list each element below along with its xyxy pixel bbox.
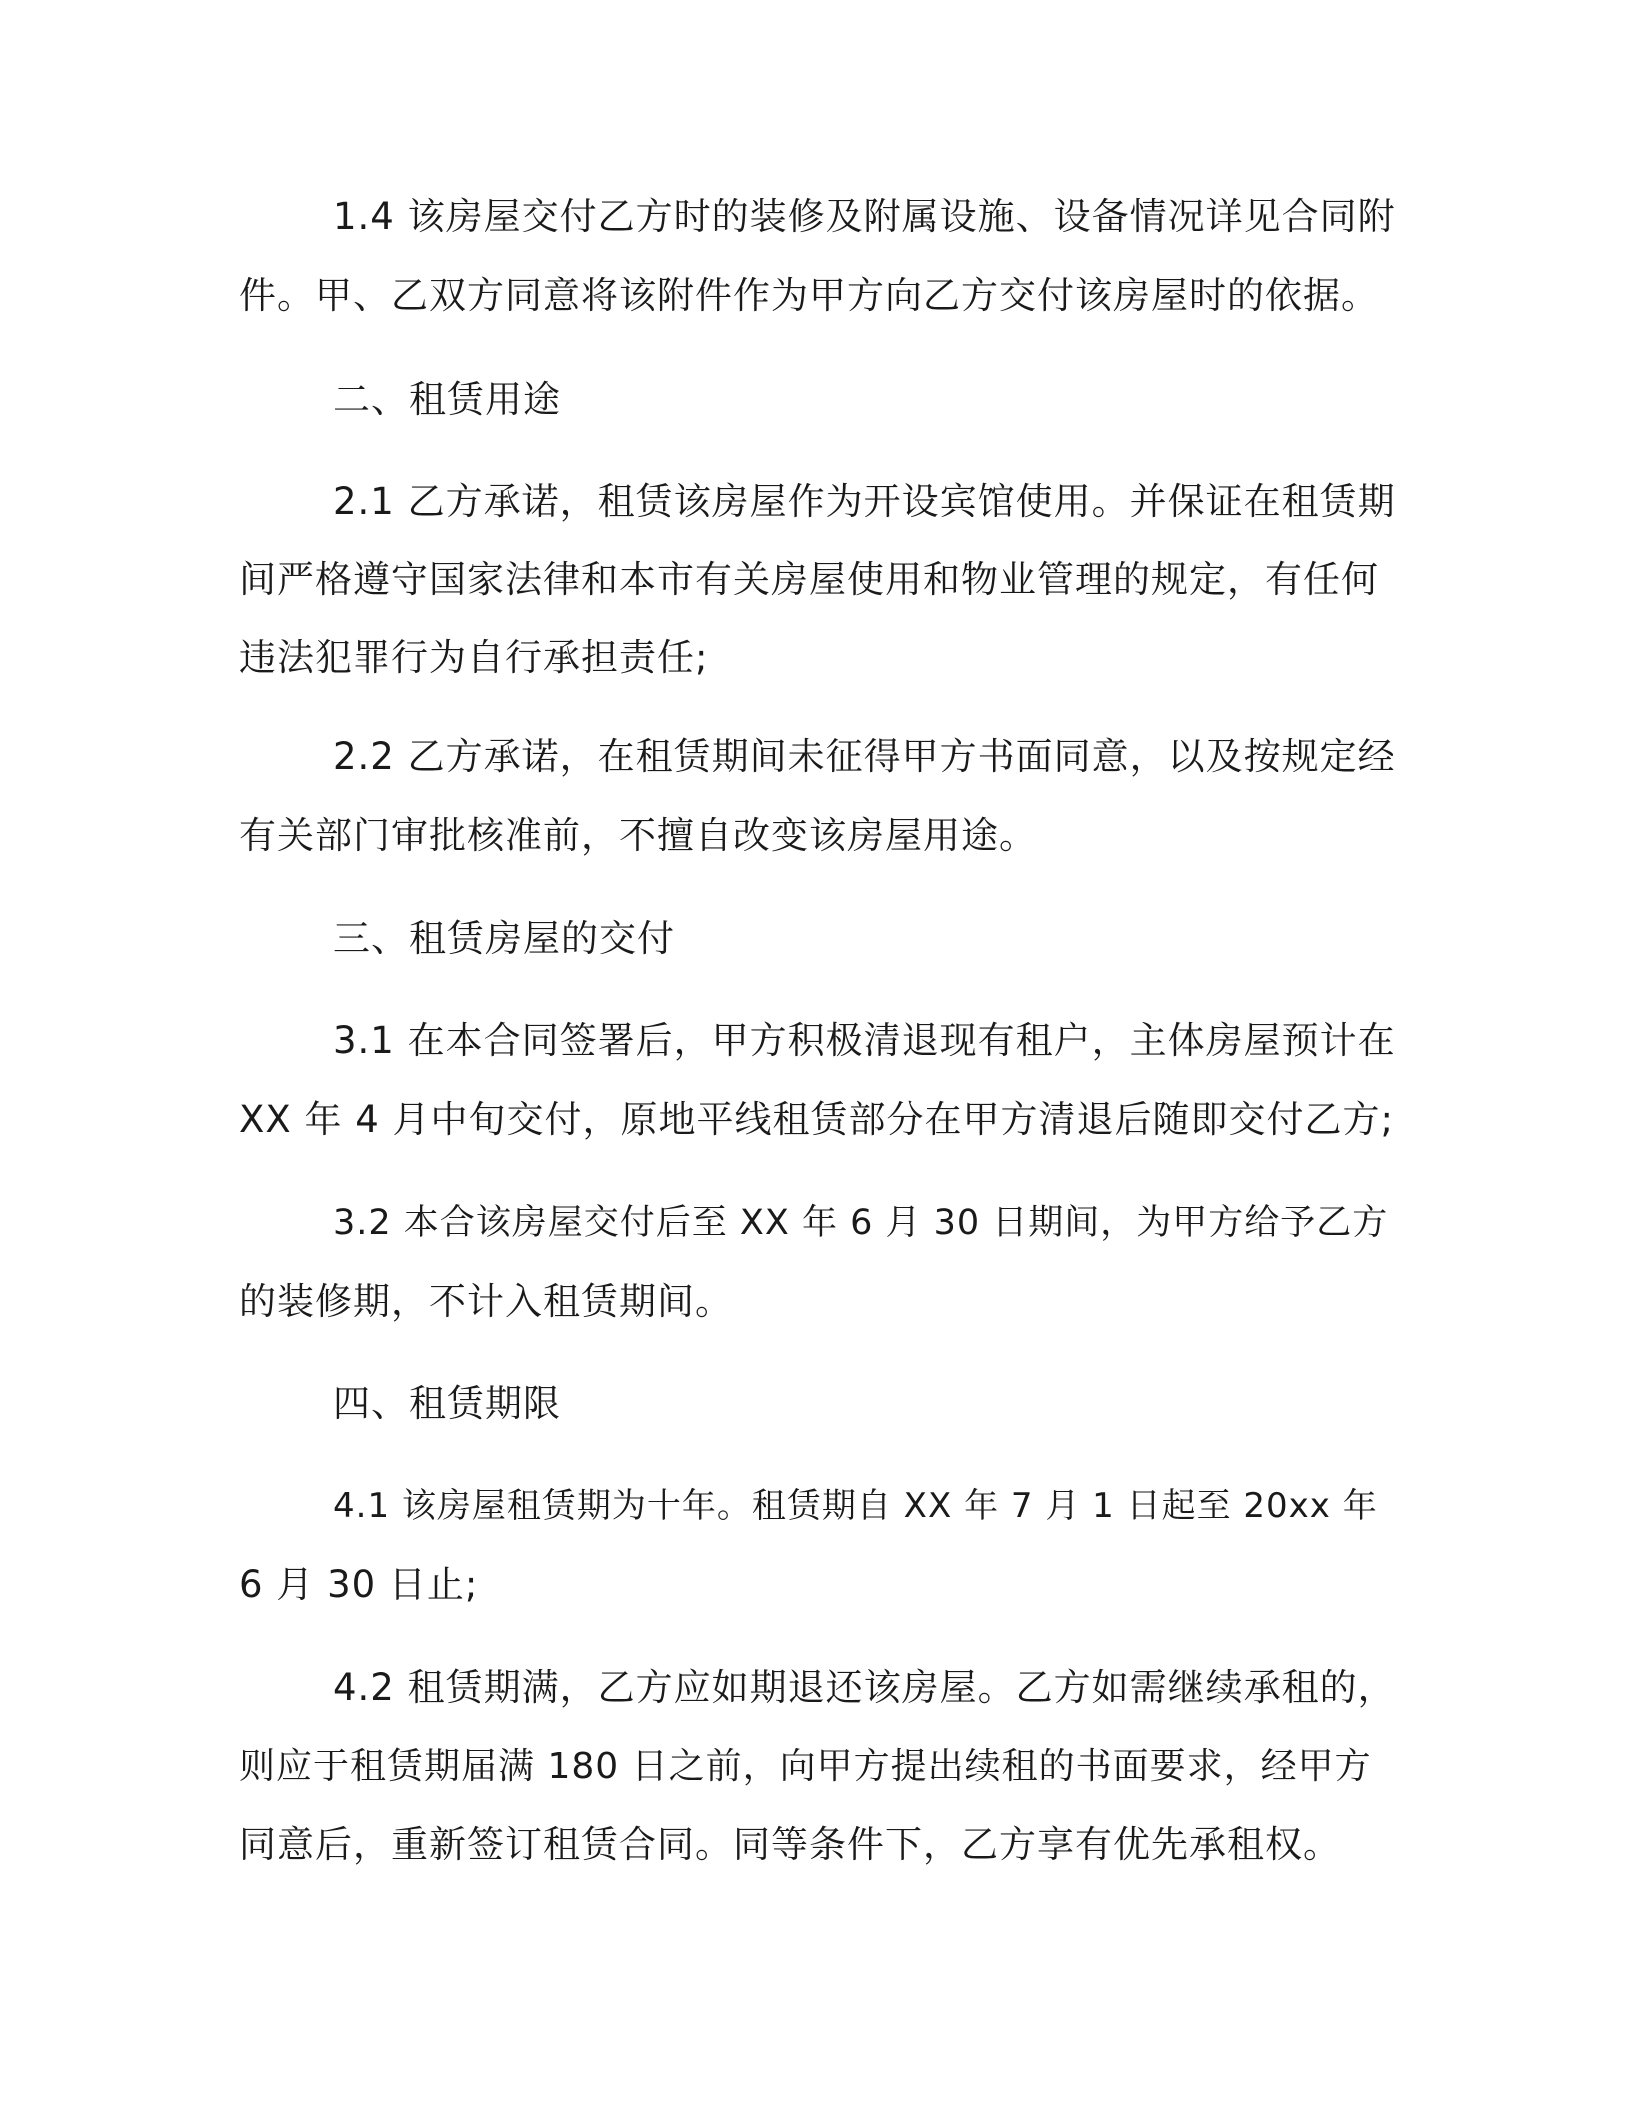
- clause-3-2-line-1: 3.2 本合该房屋交付后至 XX 年 6 月 30 日期间，为甲方给予乙方: [333, 1203, 1389, 1243]
- clause-2-1-line-1: 2.1 乙方承诺，租赁该房屋作为开设宾馆使用。并保证在租赁期: [333, 480, 1396, 523]
- clause-3-1-line-1: 3.1 在本合同签署后，甲方积极清退现有租户，主体房屋预计在: [333, 1019, 1396, 1062]
- clause-4-2-line-2: 则应于租赁期届满 180 日之前，向甲方提出续租的书面要求，经甲方: [239, 1746, 1372, 1787]
- clause-1-4-line-1: 1.4 该房屋交付乙方时的装修及附属设施、设备情况详见合同附: [333, 195, 1396, 238]
- clause-2-2-line-1: 2.2 乙方承诺，在租赁期间未征得甲方书面同意，以及按规定经: [333, 735, 1396, 778]
- clause-2-2-line-2: 有关部门审批核准前，不擅自改变该房屋用途。: [239, 814, 1037, 857]
- clause-2-1-line-3: 违法犯罪行为自行承担责任;: [239, 636, 709, 679]
- clause-4-1-line-1: 4.1 该房屋租赁期为十年。租赁期自 XX 年 7 月 1 日起至 20xx 年: [333, 1486, 1378, 1526]
- section-heading-3: 三、租赁房屋的交付: [333, 917, 675, 960]
- clause-3-2-line-2: 的装修期，不计入租赁期间。: [239, 1280, 733, 1323]
- clause-1-4-line-2: 件。甲、乙双方同意将该附件作为甲方向乙方交付该房屋时的依据。: [239, 274, 1379, 317]
- clause-4-2-line-3: 同意后，重新签订租赁合同。同等条件下，乙方享有优先承租权。: [239, 1823, 1341, 1866]
- clause-3-1-line-2: XX 年 4 月中旬交付，原地平线租赁部分在甲方清退后随即交付乙方;: [239, 1098, 1394, 1141]
- clause-4-1-line-2: 6 月 30 日止;: [239, 1563, 479, 1606]
- clause-4-2-line-1: 4.2 租赁期满，乙方应如期退还该房屋。乙方如需继续承租的，: [333, 1666, 1396, 1709]
- section-heading-4: 四、租赁期限: [333, 1382, 561, 1425]
- section-heading-2: 二、租赁用途: [333, 378, 561, 421]
- clause-2-1-line-2: 间严格遵守国家法律和本市有关房屋使用和物业管理的规定，有任何: [239, 558, 1379, 601]
